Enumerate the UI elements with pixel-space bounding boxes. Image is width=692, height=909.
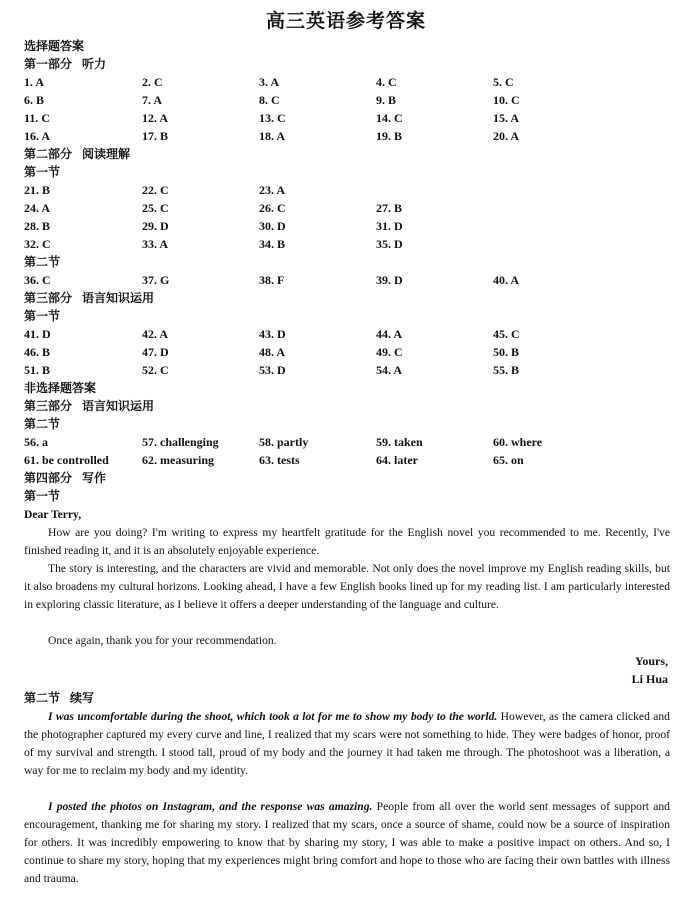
answer-cell: 13. C — [259, 111, 286, 125]
answer-cell: 10. C — [493, 93, 520, 107]
answer-cell: 39. D — [376, 273, 403, 287]
answer-row — [24, 344, 684, 360]
answer-row — [24, 326, 684, 342]
answer-cell: 28. B — [24, 219, 51, 233]
answer-cell: 14. C — [376, 111, 403, 125]
answer-cell: 19. B — [376, 129, 403, 143]
answer-cell: 55. B — [493, 363, 520, 377]
answer-cell: 50. B — [493, 345, 520, 359]
story-paragraph-1-lead: I was uncomfortable during the shoot, which took a lot for me to show my body to the world. — [48, 710, 498, 723]
part3-name: 语言知识运用 — [82, 291, 155, 305]
answer-cell: 63. tests — [259, 453, 300, 467]
answer-row — [24, 272, 684, 288]
answer-cell: 24. A — [24, 201, 51, 215]
answer-cell: 37. G — [142, 273, 170, 287]
answer-row — [24, 128, 684, 144]
answer-cell: 64. later — [376, 453, 418, 467]
part3b-number: 第三部分 — [24, 399, 73, 413]
answer-cell: 41. D — [24, 327, 51, 341]
answer-cell: 18. A — [259, 129, 286, 143]
answer-cell: 22. C — [142, 183, 169, 197]
letter-closing: Yours, — [634, 654, 668, 668]
answer-cell: 40. A — [493, 273, 520, 287]
answer-cell: 62. measuring — [142, 453, 214, 467]
answer-row — [24, 92, 684, 108]
answer-row — [24, 200, 684, 216]
answer-cell: 5. C — [493, 75, 514, 89]
story-paragraph-1-body: However, as the camera clicked and the photographer captured my every curve and line, I realized that my scars were not something to hide. They were badges of honor, proof of my survival and strength. I stood tall, proud of my body and the journey it had taken me through. The photoshoot was a liberation, a way for me to reclaim my body and my identity. — [24, 710, 670, 777]
part1-name: 听力 — [82, 57, 107, 71]
answer-cell: 60. where — [493, 435, 543, 449]
letter-greeting: Dear Terry, — [24, 508, 82, 521]
answer-cell: 65. on — [493, 453, 524, 467]
answer-cell: 27. B — [376, 201, 403, 215]
answer-cell: 44. A — [376, 327, 403, 341]
part3-section1-heading: 第一节 — [24, 309, 61, 323]
letter-signature: Li Hua — [631, 672, 668, 686]
answer-cell: 32. C — [24, 237, 51, 251]
answer-cell: 30. D — [259, 219, 286, 233]
answer-cell: 46. B — [24, 345, 51, 359]
answer-cell: 12. A — [142, 111, 169, 125]
part4-number: 第四部分 — [24, 471, 73, 485]
answer-cell: 56. a — [24, 435, 48, 449]
nonchoice-answers-heading: 非选择题答案 — [24, 381, 97, 395]
answer-cell: 20. A — [493, 129, 520, 143]
answer-cell: 49. C — [376, 345, 403, 359]
part2-section1-heading: 第一节 — [24, 165, 61, 179]
part2-name: 阅读理解 — [82, 147, 131, 161]
answer-row — [24, 362, 684, 378]
answer-row — [24, 182, 684, 198]
answer-cell: 15. A — [493, 111, 520, 125]
part4-section2-name: 续写 — [70, 691, 95, 705]
answer-cell: 57. challenging — [142, 435, 219, 449]
answer-row — [24, 110, 684, 126]
part4-name: 写作 — [82, 471, 107, 485]
letter-paragraph-3: Once again, thank you for your recommendation. — [48, 634, 277, 647]
part1-number: 第一部分 — [24, 57, 73, 71]
page-title: 高三英语参考答案 — [265, 10, 426, 32]
answer-cell: 9. B — [376, 93, 397, 107]
answer-cell: 8. C — [259, 93, 280, 107]
part3-number: 第三部分 — [24, 291, 73, 305]
answer-row — [24, 74, 684, 90]
answer-cell: 31. D — [376, 219, 403, 233]
answer-row — [24, 434, 684, 450]
answer-cell: 6. B — [24, 93, 45, 107]
answer-cell: 38. F — [259, 273, 285, 287]
part2-section2-heading: 第二节 — [24, 255, 61, 269]
story-paragraph-1 — [24, 708, 670, 780]
answer-cell: 4. C — [376, 75, 397, 89]
answer-row — [24, 218, 684, 234]
part1-heading — [24, 56, 106, 72]
answer-cell: 23. A — [259, 183, 286, 197]
story-paragraph-2 — [24, 798, 670, 888]
answer-cell: 7. A — [142, 93, 163, 107]
answer-cell: 43. D — [259, 327, 286, 341]
part3b-name: 语言知识运用 — [82, 399, 155, 413]
part3b-heading — [24, 398, 154, 414]
answer-cell: 16. A — [24, 129, 51, 143]
answer-cell: 53. D — [259, 363, 286, 377]
part4-section2-number: 第二节 — [24, 691, 61, 705]
answer-cell: 11. C — [24, 111, 51, 125]
story-paragraph-2-lead: I posted the photos on Instagram, and the response was amazing. — [48, 800, 373, 813]
answer-cell: 35. D — [376, 237, 403, 251]
answer-cell: 47. D — [142, 345, 169, 359]
answer-cell: 33. A — [142, 237, 169, 251]
answer-cell: 3. A — [259, 75, 280, 89]
part2-heading — [24, 146, 130, 162]
answer-cell: 29. D — [142, 219, 169, 233]
answer-cell: 21. B — [24, 183, 51, 197]
answer-cell: 34. B — [259, 237, 286, 251]
story-paragraph-2-body: People from all over the world sent messages of support and encouragement, thanking me for sharing my story. I realized that my scars, once a source of shame, could now be a source of inspiration for others. It was incredibly empowering to know that by sharing my story, I was able to make a positive impact on others. And so, I continue to share my story, hoping that my experiences might bring comfort and hope to those who are facing their own battles with illness and trauma. — [24, 800, 670, 885]
letter-paragraph-2: The story is interesting, and the characters are vivid and memorable. Not only does the novel improve my English reading skills, but it also broadens my cultural horizons. Looking ahead, I have a few English books lined up for my reading list. I am particularly interested in exploring classic literature, as I believe it offers a deeper understanding of the language and culture. — [24, 562, 670, 611]
part2-number: 第二部分 — [24, 147, 73, 161]
answer-cell: 17. B — [142, 129, 169, 143]
answer-cell: 1. A — [24, 75, 45, 89]
answer-cell: 59. taken — [376, 435, 423, 449]
answer-cell: 52. C — [142, 363, 169, 377]
part3-heading — [24, 290, 154, 306]
answer-cell: 61. be controlled — [24, 453, 109, 467]
part3-section2-heading: 第二节 — [24, 417, 61, 431]
choice-answers-heading: 选择题答案 — [24, 39, 85, 53]
part4-section1-heading: 第一节 — [24, 489, 61, 503]
answer-cell: 2. C — [142, 75, 163, 89]
letter-paragraph-1: How are you doing? I'm writing to express my heartfelt gratitude for the English novel you recommended to me. Recently, I've finished reading it, and it is an absolutely enjoyable experience. — [24, 526, 670, 557]
part4-heading — [24, 470, 106, 486]
part4-section2-heading — [24, 690, 94, 706]
answer-row — [24, 452, 684, 468]
answer-cell: 54. A — [376, 363, 403, 377]
answer-cell: 26. C — [259, 201, 286, 215]
answer-cell: 42. A — [142, 327, 169, 341]
answer-cell: 51. B — [24, 363, 51, 377]
answer-row — [24, 236, 684, 252]
answer-cell: 36. C — [24, 273, 51, 287]
answer-cell: 58. partly — [259, 435, 309, 449]
answer-cell: 48. A — [259, 345, 286, 359]
answer-cell: 25. C — [142, 201, 169, 215]
answer-cell: 45. C — [493, 327, 520, 341]
